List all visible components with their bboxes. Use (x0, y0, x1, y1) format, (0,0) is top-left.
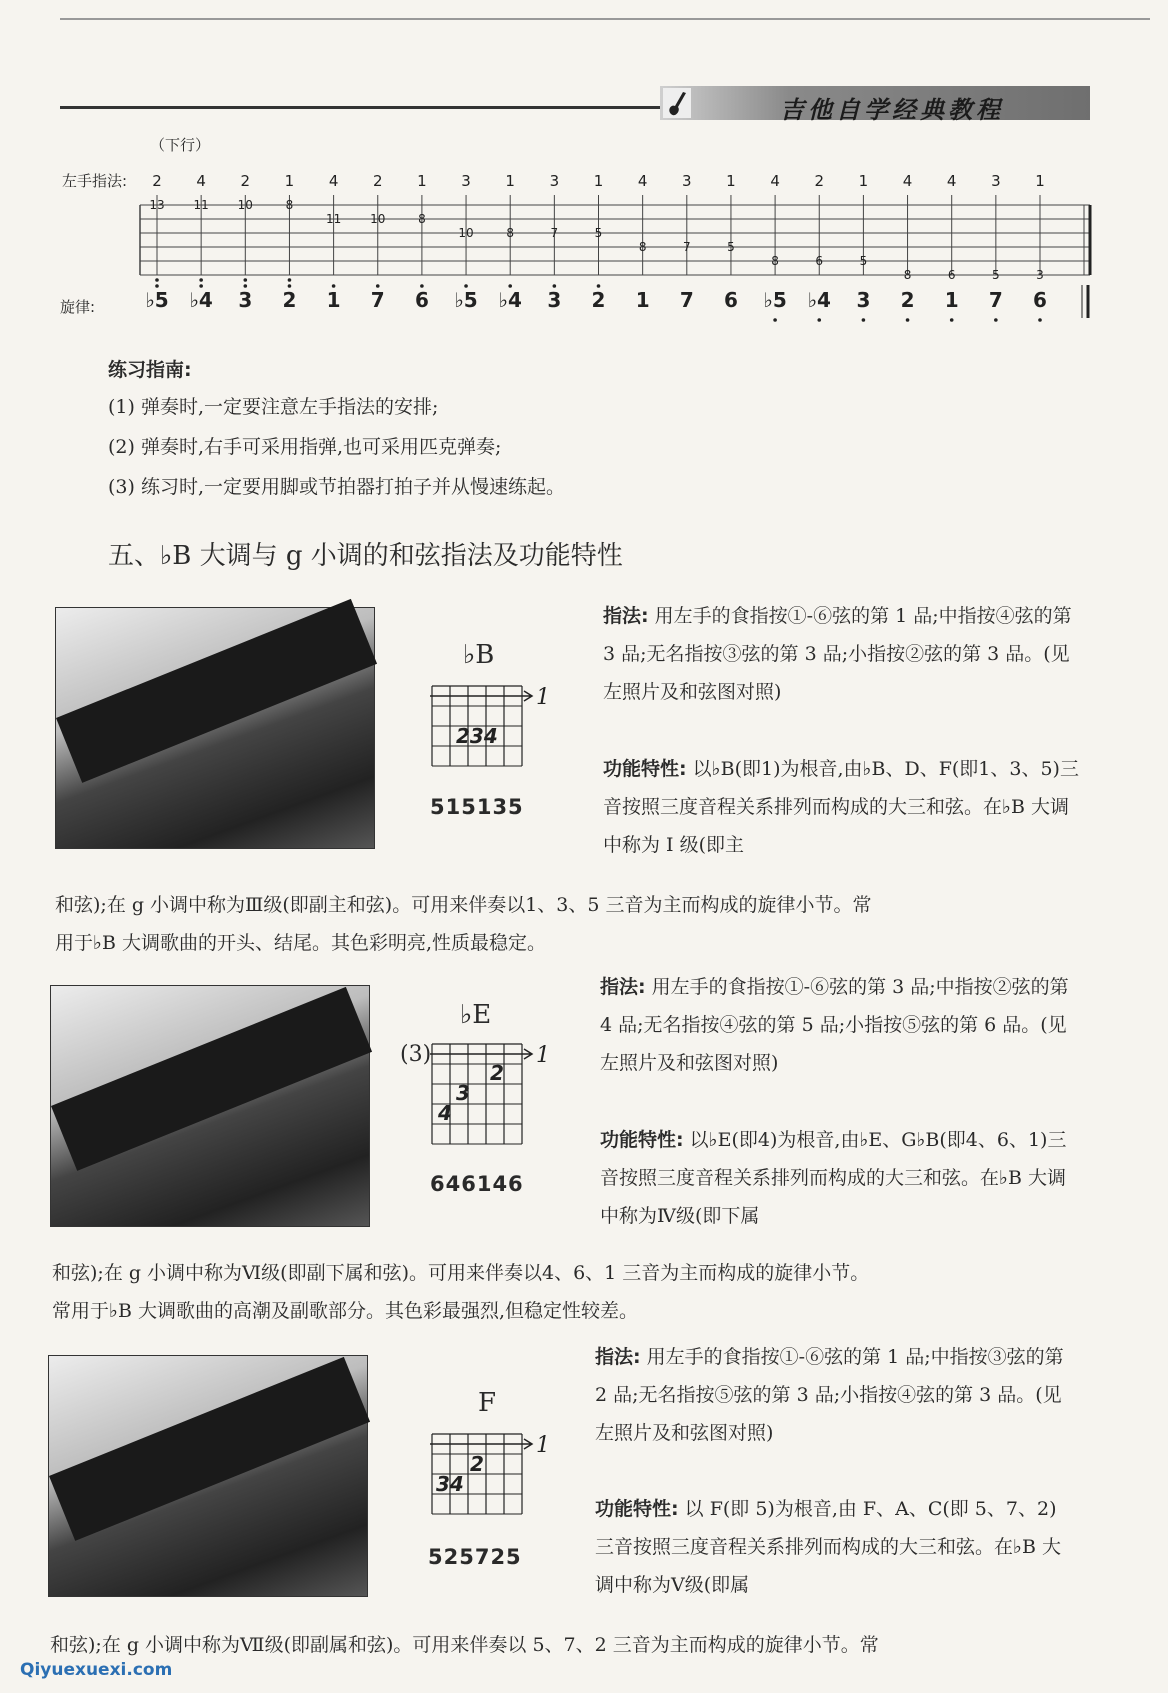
chord-text (595, 1338, 1075, 1452)
octave-dot (244, 284, 248, 288)
tab-direction: （下行） (150, 136, 211, 154)
function-text: 以 F(即 5)为根音,由 F、A、C(即 5、7、2)三音按照三度音程关系排列而构成的大三和弦。在♭B 大调中称为Ⅴ级(即属 (595, 1498, 1061, 1596)
chord-text (600, 968, 1080, 1082)
octave-dot (508, 284, 512, 288)
fret-number: 5 (594, 226, 603, 240)
fingering-number: 4 (770, 172, 780, 190)
continuation-text: 常用于♭B 大调歌曲的高潮及副歌部分。其色彩最强烈,但稳定性较差。 (52, 1300, 639, 1322)
octave-dot (862, 318, 866, 322)
fret-number: 8 (771, 254, 779, 268)
section-title: 五、♭B 大调与 g 小调的和弦指法及功能特性 (108, 541, 623, 571)
melody-note: 3 (547, 288, 562, 312)
chord-photo (50, 985, 370, 1227)
fret-number: 7 (550, 226, 559, 240)
finger-number: 2 (470, 1452, 484, 1476)
fret-number: 10 (458, 226, 474, 240)
octave-dot (464, 284, 468, 288)
chord-diagram (430, 1430, 560, 1538)
melody-note: 1 (944, 288, 959, 312)
barre-arrow (430, 1049, 532, 1059)
octave-dot (199, 278, 203, 282)
octave-dot (155, 278, 159, 282)
fret-number: 6 (815, 254, 824, 268)
chord-photo (55, 607, 375, 849)
fingering-number: 1 (858, 172, 869, 190)
header-title: 吉他自学经典教程 (780, 96, 1004, 124)
fingering-number: 1 (1035, 172, 1045, 190)
fret-marker: (3) (400, 1042, 432, 1067)
finger-number: 34 (436, 1472, 464, 1496)
melody-note: 2 (591, 288, 606, 312)
octave-dot (288, 278, 292, 282)
melody-note: ♭4 (807, 288, 831, 312)
fingering-number: 1 (417, 172, 427, 190)
melody-note: 1 (326, 288, 341, 312)
melody-note: 2 (900, 288, 915, 312)
octave-dot (1038, 318, 1042, 322)
octave-dot (244, 278, 248, 282)
continuation-text: 和弦);在 g 小调中称为Ⅵ级(即副下属和弦)。可用来伴奏以4、6、1 三音为主而构成的旋律小节。 (52, 1262, 870, 1284)
fret-number: 8 (638, 240, 647, 254)
fret-number: 5 (727, 240, 735, 254)
melody-note: 6 (1033, 288, 1047, 312)
octave-dot (994, 318, 998, 322)
fret-number: 11 (325, 212, 342, 226)
guide-item: (3) 练习时,一定要用脚或节拍器打拍子并从慢速练起。 (108, 476, 565, 498)
fingering-number: 4 (902, 172, 913, 190)
fingering-number: 3 (549, 172, 560, 190)
tab-staff (0, 0, 1168, 340)
continuation-text: 和弦);在 g 小调中称为Ⅶ级(即副属和弦)。可用来伴奏以 5、7、2 三音为主而构成的旋律小节。常 (50, 1634, 879, 1656)
melody-note: 7 (370, 288, 385, 312)
guide-item: (1) 弹奏时,一定要注意左手指法的安排; (108, 396, 439, 418)
melody-note: ♭5 (454, 288, 478, 312)
fingering-number: 2 (240, 172, 251, 190)
finger-number: 4 (438, 1101, 452, 1125)
octave-dot (817, 318, 821, 322)
chord-name: ♭B (463, 640, 495, 670)
fret-number: 10 (370, 212, 386, 226)
fingering-heading: 指法: (603, 605, 649, 627)
fingering-text: 用左手的食指按①-⑥弦的第 1 品;中指按④弦的第 3 品;无名指按③弦的第 3 品;小指按②弦的第 3 品。(见左照片及和弦图对照) (603, 605, 1072, 703)
chord-text (600, 1121, 1080, 1235)
melody-note: 3 (856, 288, 871, 312)
barre-arrow (430, 1439, 532, 1449)
melody-note: 6 (723, 288, 738, 312)
chord-notes: 646146 (430, 1172, 524, 1196)
guide-title: 练习指南: (108, 359, 192, 381)
fret-number: 8 (506, 226, 515, 240)
melody-note: 7 (679, 288, 694, 312)
barre-label: 1 (536, 1043, 550, 1068)
chord-name: F (478, 1388, 497, 1418)
chord-name: ♭E (460, 1000, 492, 1030)
chord-notes: 515135 (430, 795, 524, 819)
melody-note: ♭5 (145, 288, 169, 312)
octave-dot (950, 318, 954, 322)
chord-notes: 525725 (428, 1545, 522, 1569)
octave-dot (155, 284, 159, 288)
finger-number: 3 (456, 1081, 470, 1105)
fingering-label: 左手指法: (62, 172, 128, 190)
finger-number: 234 (456, 724, 498, 748)
melody-note: ♭4 (498, 288, 522, 312)
melody-note: ♭5 (763, 288, 787, 312)
guide-item: (2) 弹奏时,右手可采用指弹,也可采用匹克弹奏; (108, 436, 502, 458)
fingering-number: 3 (461, 172, 471, 190)
chord-text (595, 1490, 1075, 1604)
barre-label: 1 (536, 685, 550, 710)
fret-number: 6 (947, 268, 956, 282)
fingering-number: 4 (637, 172, 648, 190)
fingering-number: 3 (991, 172, 1001, 190)
fingering-number: 2 (814, 172, 825, 190)
melody-note: 3 (238, 288, 253, 312)
continuation-text: 和弦);在 g 小调中称为Ⅲ级(即副主和弦)。可用来伴奏以1、3、5 三音为主而构成的旋律小节。常 (55, 894, 872, 916)
melody-note: 1 (635, 288, 650, 312)
barre-arrow (430, 691, 532, 701)
finger-number: 2 (490, 1061, 504, 1085)
watermark: Qiyuexuexi.com (20, 1660, 173, 1680)
fret-number: 8 (903, 268, 912, 282)
fret-number: 5 (992, 268, 1000, 282)
fingering-number: 1 (726, 172, 736, 190)
fingering-number: 2 (152, 172, 162, 190)
fret-number: 13 (149, 198, 165, 212)
fingering-number: 4 (946, 172, 957, 190)
melody-note: 6 (414, 288, 429, 312)
fret-number: 10 (237, 198, 253, 212)
fingering-number: 4 (196, 172, 206, 190)
octave-dot (597, 284, 601, 288)
octave-dot (773, 318, 777, 322)
barre-label: 1 (536, 1433, 550, 1458)
function-heading: 功能特性: (595, 1498, 679, 1520)
fingering-number: 1 (505, 172, 515, 190)
continuation-text: 用于♭B 大调歌曲的开头、结尾。其色彩明亮,性质最稳定。 (55, 932, 547, 954)
fret-number: 8 (418, 212, 426, 226)
fret-number: 7 (682, 240, 691, 254)
fret-number: 5 (859, 254, 868, 268)
chord-diagram (430, 682, 560, 790)
function-text: 以♭E(即4)为根音,由♭E、G♭B(即4、6、1)三音按照三度音程关系排列而构成的大三和弦。在♭B 大调中称为Ⅳ级(即下属 (600, 1129, 1067, 1227)
octave-dot (332, 284, 336, 288)
octave-dot (553, 284, 557, 288)
melody-note: 2 (282, 288, 297, 312)
octave-dot (288, 284, 292, 288)
fingering-number: 3 (682, 172, 692, 190)
fingering-text: 用左手的食指按①-⑥弦的第 3 品;中指按②弦的第 4 品;无名指按④弦的第 5 品;小指按⑤弦的第 6 品。(见左照片及和弦图对照) (600, 976, 1069, 1074)
fingering-number: 1 (284, 172, 295, 190)
octave-dot (376, 284, 380, 288)
fingering-heading: 指法: (600, 976, 646, 998)
chord-text (603, 750, 1083, 864)
fingering-heading: 指法: (595, 1346, 641, 1368)
function-heading: 功能特性: (603, 758, 687, 780)
fret-number: 11 (193, 198, 209, 212)
octave-dot (420, 284, 424, 288)
function-text: 以♭B(即1)为根音,由♭B、D、F(即1、3、5)三音按照三度音程关系排列而构成的大三和弦。在♭B 大调中称为 I 级(即主 (603, 758, 1079, 856)
chord-photo (48, 1355, 368, 1597)
chord-diagram (430, 1040, 560, 1166)
fingering-number: 4 (328, 172, 339, 190)
fret-number: 8 (285, 198, 294, 212)
fingering-number: 1 (593, 172, 604, 190)
octave-dot (906, 318, 910, 322)
fret-number: 3 (1036, 268, 1044, 282)
fingering-text: 用左手的食指按①-⑥弦的第 1 品;中指按③弦的第 2 品;无名指按⑤弦的第 3 品;小指按④弦的第 3 品。(见左照片及和弦图对照) (595, 1346, 1064, 1444)
chord-text (603, 597, 1083, 711)
melody-label: 旋律: (60, 298, 96, 316)
fingering-number: 2 (372, 172, 383, 190)
function-heading: 功能特性: (600, 1129, 684, 1151)
octave-dot (199, 284, 203, 288)
melody-note: ♭4 (189, 288, 213, 312)
melody-note: 7 (988, 288, 1003, 312)
